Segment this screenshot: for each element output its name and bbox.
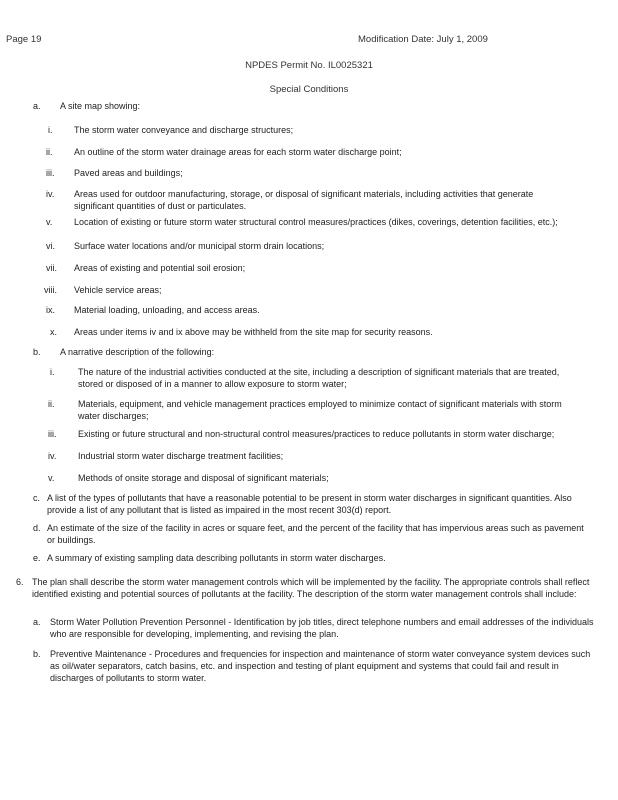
section-6-a-text: Storm Water Pollution Prevention Personnel - Identification by job titles, direct telephone numbers and email addresses of the individuals who are responsible for developing, implementing, and revising the plan. (50, 617, 594, 639)
item-a-vi-mark: vi. (46, 241, 55, 251)
item-a-iii-mark: iii. (46, 168, 55, 178)
item-b-heading: A narrative description of the following: (60, 347, 215, 357)
item-b-v-mark: v. (48, 473, 55, 483)
item-a-i-mark: i. (48, 125, 53, 135)
modification-date: Modification Date: July 1, 2009 (358, 34, 488, 45)
item-a-ii-mark: ii. (46, 147, 53, 157)
item-c-text: A list of the types of pollutants that have a reasonable potential to be present in storm water discharges in significant quantities. Also provide a list of any pollutant that is listed as impaired in the most recent 303(d) report. (47, 493, 572, 515)
item-b-iii-text: Existing or future structural and non-structural control measures/practices to reduce pollutants in storm water discharge; (78, 429, 555, 439)
section-6-b-mark: b. (33, 649, 41, 659)
item-b-iv-mark: iv. (48, 451, 57, 461)
item-b-iii-mark: iii. (48, 429, 57, 439)
section-6-mark: 6. (16, 577, 24, 587)
item-b-i-mark: i. (50, 367, 55, 377)
item-e-mark: e. (33, 553, 41, 563)
item-b-mark: b. (33, 347, 41, 357)
page-number: Page 19 (6, 34, 42, 45)
section-title: Special Conditions (269, 84, 349, 95)
item-a-v-mark: v. (46, 217, 53, 227)
item-a-x-text: Areas under items iv and ix above may be withheld from the site map for security reasons. (74, 327, 433, 337)
item-b-ii-text: Materials, equipment, and vehicle management practices employed to minimize contact of significant materials with storm water discharges; (78, 399, 562, 421)
item-a-ix-text: Material loading, unloading, and access areas. (74, 305, 260, 315)
item-b-i-text: The nature of the industrial activities conducted at the site, including a description of significant materials that are treated, stored or disposed of in a manner to allow exposure to storm water; (78, 367, 560, 389)
item-a-ii-text: An outline of the storm water drainage areas for each storm water discharge point; (74, 147, 402, 157)
item-a-iv-text: Areas used for outdoor manufacturing, storage, or disposal of significant materials, including activities that generate significant quantities of dust or particulates. (74, 189, 534, 211)
item-a-heading: A site map showing: (60, 101, 141, 111)
item-a-ix-mark: ix. (46, 305, 55, 315)
item-a-viii-mark: viii. (44, 285, 57, 295)
item-b-iv-text: Industrial storm water discharge treatment facilities; (78, 451, 284, 461)
item-d-text: An estimate of the size of the facility in acres or square feet, and the percent of the facility that has impervious areas such as pavement or buildings. (47, 523, 584, 545)
item-a-mark: a. (33, 101, 41, 111)
item-c-mark: c. (33, 493, 41, 503)
item-a-iii-text: Paved areas and buildings; (74, 168, 183, 178)
item-a-viii-text: Vehicle service areas; (74, 285, 162, 295)
item-a-v-text: Location of existing or future storm water structural control measures/practices (dikes, coverings, detention facilities, etc.); (74, 217, 558, 227)
item-d-mark: d. (33, 523, 41, 533)
item-a-vii-text: Areas of existing and potential soil erosion; (74, 263, 246, 273)
item-a-vi-text: Surface water locations and/or municipal storm drain locations; (74, 241, 325, 251)
item-e-text: A summary of existing sampling data describing pollutants in storm water discharges. (47, 553, 386, 563)
item-b-ii-mark: ii. (48, 399, 55, 409)
item-b-v-text: Methods of onsite storage and disposal of significant materials; (78, 473, 329, 483)
section-6-b-text: Preventive Maintenance - Procedures and frequencies for inspection and maintenance of storm water conveyance system devices such as oil/water separators, catch basins, etc. and inspection and testing of plant equipment and systems that could fail and result in discharges of pollutants to storm water. (50, 649, 591, 683)
item-a-vii-mark: vii. (46, 263, 57, 273)
item-a-i-text: The storm water conveyance and discharge structures; (74, 125, 294, 135)
section-6-a-mark: a. (33, 617, 41, 627)
item-a-iv-mark: iv. (46, 189, 55, 199)
permit-number: NPDES Permit No. IL0025321 (245, 60, 373, 71)
section-6-text: The plan shall describe the storm water management controls which will be implemented by the facility. The appropriate controls shall reflect identified existing and potential sources of pollutants at the facility. The description of the storm water management controls shall include: (32, 577, 590, 599)
item-a-x-mark: x. (50, 327, 58, 337)
